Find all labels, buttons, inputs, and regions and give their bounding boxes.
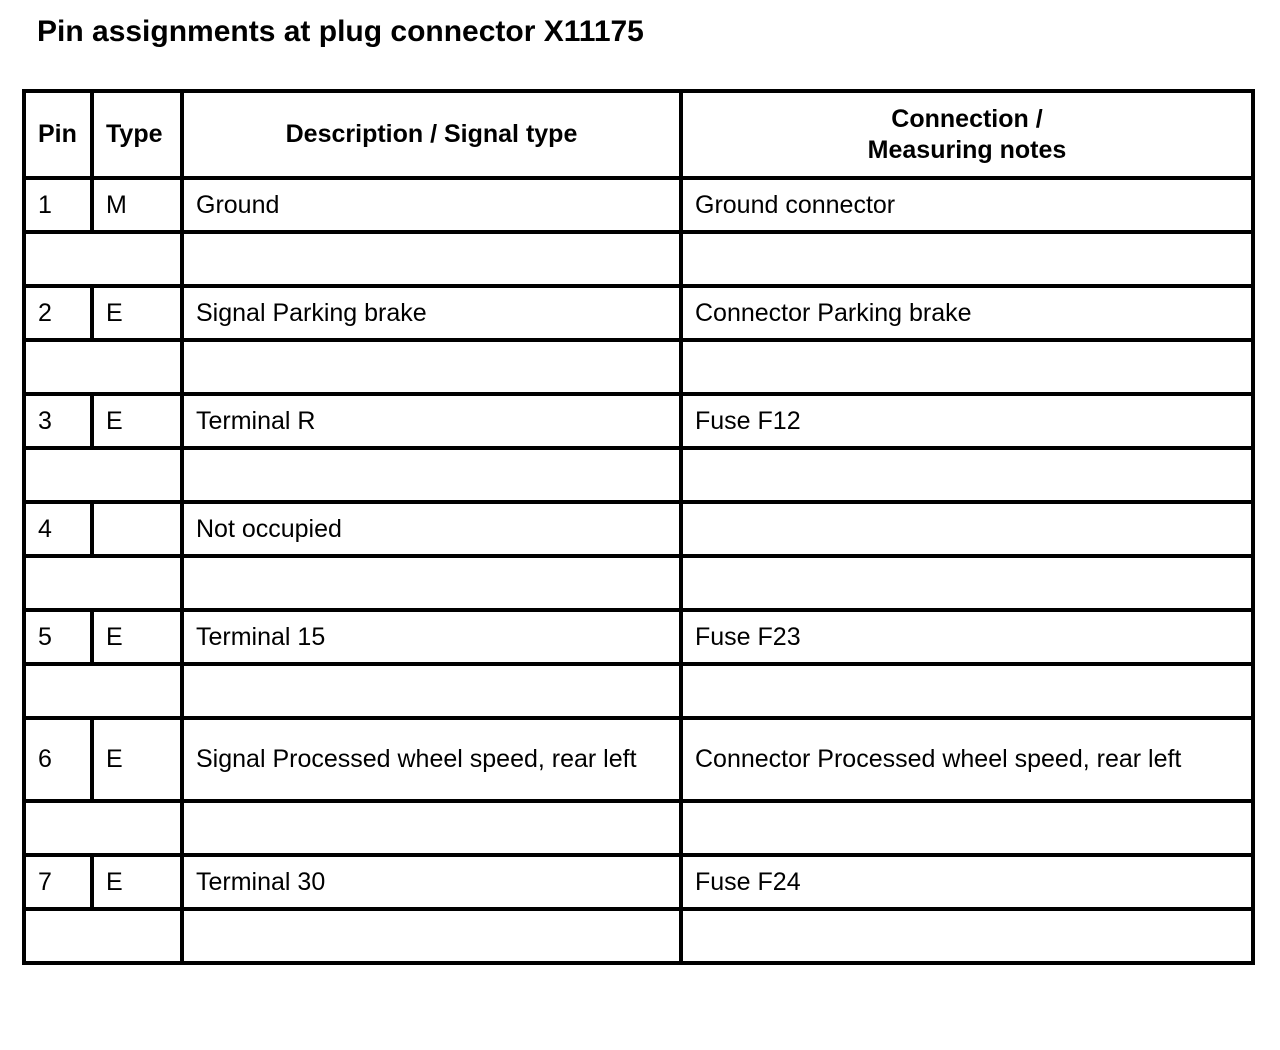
description-cell: Terminal 30 xyxy=(182,855,681,909)
table-row xyxy=(24,610,1253,664)
spacer-row xyxy=(24,232,1253,286)
spacer-cell xyxy=(24,340,182,394)
spacer-row xyxy=(24,801,1253,855)
header-connection-line2: Measuring notes xyxy=(867,135,1067,164)
spacer-cell xyxy=(182,340,681,394)
description-cell: Terminal R xyxy=(182,394,681,448)
connection-cell: Fuse F12 xyxy=(681,394,1253,448)
table-row xyxy=(24,718,1253,801)
spacer-cell xyxy=(24,664,182,718)
spacer-row xyxy=(24,909,1253,963)
pin-cell: 6 xyxy=(24,718,92,801)
spacer-cell xyxy=(681,340,1253,394)
spacer-cell xyxy=(681,909,1253,963)
header-pin: Pin xyxy=(24,91,92,178)
spacer-cell xyxy=(182,448,681,502)
header-type: Type xyxy=(92,91,182,178)
pin-assignment-table xyxy=(22,89,1255,965)
connection-cell: Fuse F23 xyxy=(681,610,1253,664)
spacer-cell xyxy=(681,556,1253,610)
type-cell: E xyxy=(92,286,182,340)
header-connection xyxy=(681,91,1253,178)
table-row xyxy=(24,178,1253,232)
spacer-row xyxy=(24,664,1253,718)
spacer-cell xyxy=(182,909,681,963)
type-cell: E xyxy=(92,855,182,909)
pin-cell: 7 xyxy=(24,855,92,909)
spacer-cell xyxy=(681,801,1253,855)
type-cell: E xyxy=(92,394,182,448)
description-cell: Signal Processed wheel speed, rear left xyxy=(182,718,681,801)
pin-cell: 4 xyxy=(24,502,92,556)
spacer-row xyxy=(24,556,1253,610)
type-cell xyxy=(92,502,182,556)
connection-cell: Connector Processed wheel speed, rear left xyxy=(681,718,1253,801)
description-cell: Ground xyxy=(182,178,681,232)
pin-cell: 2 xyxy=(24,286,92,340)
type-cell: E xyxy=(92,718,182,801)
spacer-cell xyxy=(182,232,681,286)
pin-cell: 3 xyxy=(24,394,92,448)
header-description: Description / Signal type xyxy=(182,91,681,178)
spacer-row xyxy=(24,340,1253,394)
spacer-cell xyxy=(681,448,1253,502)
spacer-cell xyxy=(24,556,182,610)
pin-cell: 5 xyxy=(24,610,92,664)
table-row xyxy=(24,502,1253,556)
spacer-cell xyxy=(182,801,681,855)
connection-cell: Ground connector xyxy=(681,178,1253,232)
spacer-cell xyxy=(182,664,681,718)
connection-cell xyxy=(681,502,1253,556)
spacer-cell xyxy=(24,909,182,963)
description-cell: Terminal 15 xyxy=(182,610,681,664)
table-row xyxy=(24,286,1253,340)
type-cell: E xyxy=(92,610,182,664)
type-cell: M xyxy=(92,178,182,232)
spacer-cell xyxy=(182,556,681,610)
description-cell: Not occupied xyxy=(182,502,681,556)
pin-cell: 1 xyxy=(24,178,92,232)
connection-cell: Connector Parking brake xyxy=(681,286,1253,340)
description-cell: Signal Parking brake xyxy=(182,286,681,340)
spacer-row xyxy=(24,448,1253,502)
header-connection-line1: Connection / xyxy=(891,104,1043,133)
table-row xyxy=(24,394,1253,448)
connection-cell: Fuse F24 xyxy=(681,855,1253,909)
spacer-cell xyxy=(681,232,1253,286)
spacer-cell xyxy=(24,801,182,855)
spacer-cell xyxy=(24,448,182,502)
table-header-row xyxy=(24,91,1253,178)
page-title: Pin assignments at plug connector X11175 xyxy=(37,15,644,48)
spacer-cell xyxy=(681,664,1253,718)
table-row xyxy=(24,855,1253,909)
spacer-cell xyxy=(24,232,182,286)
